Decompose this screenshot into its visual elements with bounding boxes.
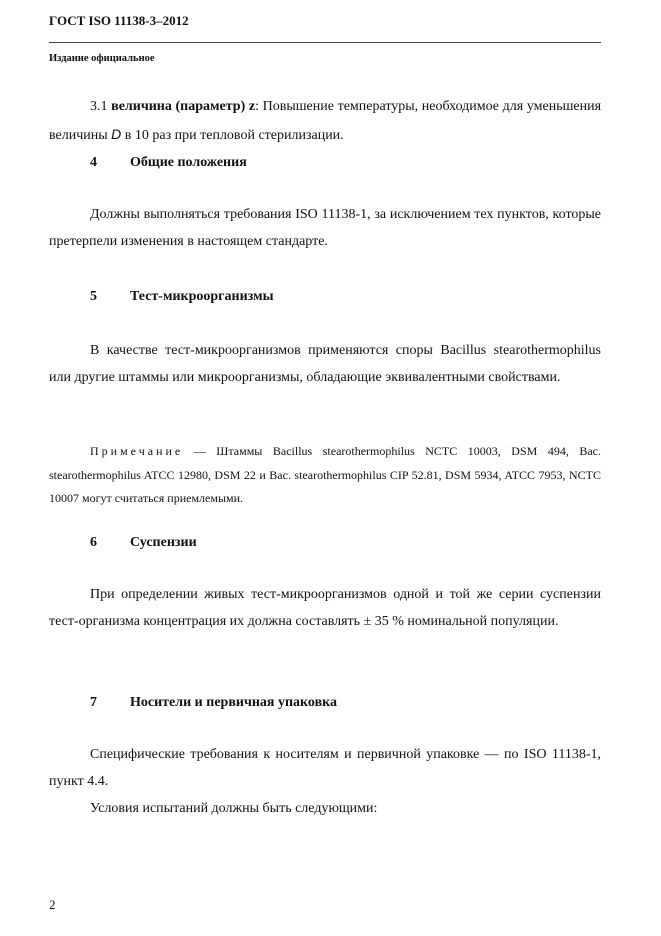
section-number: 5 [90, 289, 97, 304]
header-divider [49, 42, 601, 43]
section-7-heading [90, 695, 337, 711]
section-5-body: В качестве тест-микроорганизмов применяются споры Bacillus stearothermophilus или другие штаммы или микроорганизмы, обладающие эквивалентными свойствами. [49, 343, 601, 385]
section-6-body: При определении живых тест-микроорганизмов одной и той же серии суспензии тест-организма концентрация их должна составлять ± 35 % номинальной популяции. [49, 587, 601, 629]
standard-code: ГОСТ ISO 11138-3–2012 [49, 13, 189, 28]
section-4-text [49, 202, 601, 255]
section-4-body: Должны выполняться требования ISO 11138-1, за исключением тех пунктов, которые претерпели изменения в настоящем стандарте. [49, 207, 601, 249]
section-title: Носители и первичная упаковка [130, 695, 337, 710]
section-5-note [49, 440, 601, 511]
definition-symbol: D [111, 125, 122, 142]
section-number: 7 [90, 695, 97, 710]
definition-text-b: в 10 раз при тепловой стерилизации. [124, 127, 344, 143]
section-title: Суспензии [130, 535, 197, 550]
definition-number: 3.1 [90, 99, 108, 114]
note-text: — Штаммы Bacillus stearothermophilus NCTC 10003, DSM 494, Bac. stearothermophilus ATCC 12980, DSM 22 и Bac. stearothermophilus CIP 52.81, DSM 5934, ATCC 7953, NCTC 10007 могут считаться приемлемыми. [49, 444, 601, 505]
edition-label: Издание официальное [49, 53, 155, 64]
section-number: 6 [90, 535, 97, 550]
section-4-heading [90, 155, 247, 171]
section-7-text [49, 742, 601, 795]
section-7-body-2: Условия испытаний должны быть следующими: [90, 801, 378, 816]
definition-term: величина (параметр) z [111, 99, 256, 114]
page-number: 2 [49, 897, 56, 912]
section-title: Тест-микроорганизмы [130, 289, 274, 304]
definition-text-a: : Повышение температуры, необходимое для уменьшения величины [49, 99, 602, 143]
section-title: Общие положения [130, 155, 247, 170]
definition-3-1 [49, 94, 601, 149]
section-6-text [49, 582, 601, 635]
note-label: Примечание [90, 444, 184, 458]
section-6-heading [90, 535, 197, 551]
section-5-text [49, 338, 601, 391]
section-7-text-2 [49, 796, 601, 823]
section-7-body: Специфические требования к носителям и первичной упаковке — по ISO 11138-1, пункт 4.4. [49, 747, 601, 789]
section-number: 4 [90, 155, 97, 170]
section-5-heading [90, 289, 274, 305]
